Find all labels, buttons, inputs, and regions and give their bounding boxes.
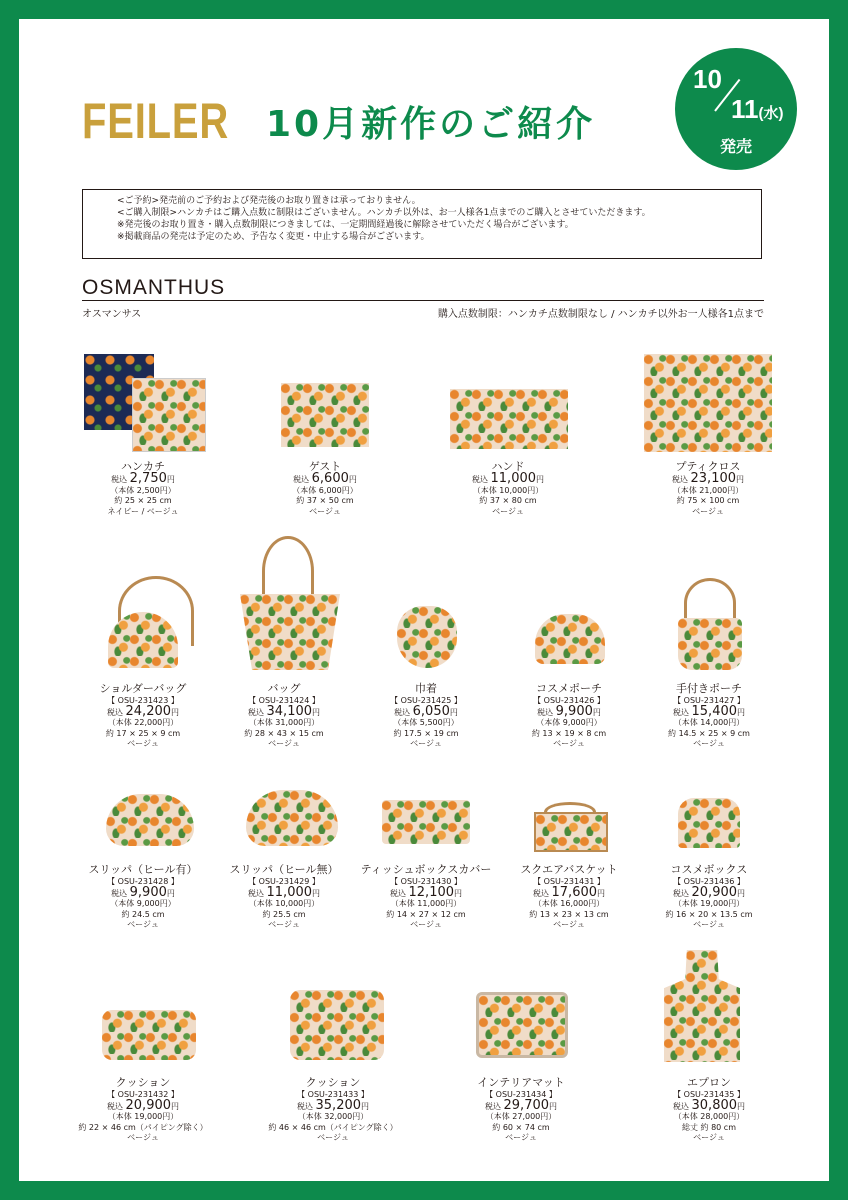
product-size: 約 22 × 46 cm（パイピング除く） <box>78 1122 208 1132</box>
base-price: （本体 22,000円） <box>107 718 179 727</box>
product-name: コスメポーチ <box>536 682 602 695</box>
product-name: ゲスト <box>308 460 342 473</box>
product-color: ベージュ <box>693 920 725 929</box>
yen-label: 円 <box>737 1101 746 1111</box>
tax-label: 税込 <box>537 707 554 717</box>
base-price: （本体 11,000円） <box>390 899 462 908</box>
yen-label: 円 <box>361 1101 370 1111</box>
base-price: （本体 5,500円） <box>393 718 459 727</box>
yen-label: 円 <box>166 475 175 484</box>
cosme-pouch-image <box>535 614 605 664</box>
product-price <box>634 884 784 900</box>
tax-label: 税込 <box>106 1101 123 1111</box>
release-day <box>731 94 784 125</box>
product-price <box>258 1097 408 1113</box>
cushion-small-image <box>102 1010 196 1060</box>
base-price: （本体 21,000円） <box>672 485 744 495</box>
product-size: 約 17 × 25 × 9 cm <box>105 728 181 738</box>
product-code: 【 OSU-231423 】 <box>107 696 179 705</box>
product-color: ベージュ <box>127 739 159 748</box>
tax-label: 税込 <box>111 475 128 484</box>
product-name: 巾着 <box>415 682 437 695</box>
notice-line: ※発売後のお取り置き・購入点数制限につきましては、一定期間経過後に解除させていただく場合がございます。 <box>117 220 574 230</box>
yen-label: 円 <box>348 475 357 484</box>
product-name: スリッパ（ヒール有） <box>88 863 198 876</box>
product-name: ショルダーバッグ <box>99 682 187 695</box>
price-value: 15,400 <box>691 703 738 719</box>
price-value: 20,900 <box>125 1097 172 1113</box>
release-day-number: 11 <box>731 94 759 124</box>
tote-bag-image <box>240 594 340 670</box>
hand-towel-image <box>450 389 568 449</box>
yen-label: 円 <box>597 888 606 898</box>
product-size: 約 25 × 25 cm <box>114 496 172 505</box>
product-price <box>351 703 501 719</box>
product-price <box>433 471 583 486</box>
tax-label: 税込 <box>394 707 411 717</box>
product-color: ベージュ <box>317 1133 349 1142</box>
tax-label: 税込 <box>484 1101 501 1111</box>
product-cosme-box <box>634 863 784 931</box>
product-code: 【 OSU-231429 】 <box>248 877 320 886</box>
product-price <box>494 884 644 900</box>
product-handkerchief <box>68 460 218 517</box>
base-price: （本体 31,000円） <box>248 718 320 727</box>
product-price <box>634 1097 784 1113</box>
product-name: ティッシュボックスカバー <box>360 863 492 876</box>
notice-line: ※掲載商品の発売は予定のため、予告なく変更・中止する場合がございます。 <box>117 232 430 242</box>
product-price <box>209 884 359 900</box>
product-color: ベージュ <box>553 920 585 929</box>
price-value: 9,900 <box>555 703 593 719</box>
base-price: （本体 9,000円） <box>110 899 176 908</box>
yen-label: 円 <box>737 707 746 717</box>
yen-label: 円 <box>454 888 463 898</box>
product-size: 約 46 × 46 cm（パイピング除く） <box>268 1122 398 1132</box>
interior-mat-image <box>476 992 568 1058</box>
product-price <box>494 703 644 719</box>
product-code: 【 OSU-231430 】 <box>390 877 462 886</box>
product-price <box>209 703 359 719</box>
tax-label: 税込 <box>389 888 406 898</box>
price-value: 23,100 <box>690 471 737 486</box>
product-color: ベージュ <box>127 1133 159 1142</box>
yen-label: 円 <box>166 888 175 898</box>
yen-label: 円 <box>549 1101 558 1111</box>
product-square-basket <box>494 863 644 931</box>
product-color: ベージュ <box>268 739 300 748</box>
notice-box <box>82 189 762 259</box>
petit-cloth-image <box>644 354 772 452</box>
product-color: ベージュ <box>127 920 159 929</box>
price-value: 6,050 <box>412 703 450 719</box>
product-name: スリッパ（ヒール無） <box>229 863 339 876</box>
product-hand <box>433 460 583 517</box>
yen-label: 円 <box>449 707 458 717</box>
base-price: （本体 16,000円） <box>533 899 605 908</box>
product-name: インテリアマット <box>477 1076 565 1089</box>
base-price: （本体 19,000円） <box>107 1112 179 1121</box>
product-color: ベージュ <box>693 739 725 748</box>
yen-label: 円 <box>171 707 180 717</box>
product-name: クッション <box>115 1076 171 1089</box>
product-size: 約 16 × 20 × 13.5 cm <box>665 909 753 919</box>
yen-label: 円 <box>736 475 745 484</box>
yen-label: 円 <box>536 475 545 484</box>
square-basket-image <box>534 812 608 852</box>
base-price: （本体 27,000円） <box>485 1112 557 1121</box>
product-cushion-small <box>68 1076 218 1144</box>
price-value: 11,000 <box>266 884 313 900</box>
purchase-limit-text: 購入点数制限：ハンカチ点数制限なし / ハンカチ以外お一人様各1点まで <box>437 309 764 320</box>
base-price: （本体 6,000円） <box>292 485 358 495</box>
price-value: 6,600 <box>311 471 349 486</box>
product-shoulder-bag <box>68 682 218 750</box>
product-handle-pouch <box>634 682 784 750</box>
tax-label: 税込 <box>672 888 689 898</box>
product-name: エプロン <box>687 1076 731 1089</box>
product-name: ハンド <box>491 460 525 473</box>
price-value: 9,900 <box>129 884 167 900</box>
product-size: 約 24.5 cm <box>121 909 165 919</box>
product-color: ベージュ <box>309 506 341 516</box>
base-price: （本体 10,000円） <box>472 485 544 495</box>
price-value: 34,100 <box>266 703 313 719</box>
product-price <box>68 703 218 719</box>
product-color: ベージュ <box>692 506 724 516</box>
handkerchief-beige-image <box>132 378 206 452</box>
section-subtitle: オスマンサス <box>82 309 142 320</box>
tax-label: 税込 <box>672 707 689 717</box>
base-price: （本体 32,000円） <box>297 1112 369 1121</box>
release-month: 10 <box>693 64 722 94</box>
base-price: （本体 19,000円） <box>673 899 745 908</box>
product-price <box>68 884 218 900</box>
price-value: 30,800 <box>691 1097 738 1113</box>
tax-label: 税込 <box>247 707 264 717</box>
product-size: 約 60 × 74 cm <box>492 1122 550 1132</box>
product-code: 【 OSU-231424 】 <box>248 696 320 705</box>
product-price <box>68 471 218 486</box>
tax-label: 税込 <box>532 888 549 898</box>
product-price <box>68 1097 218 1113</box>
release-label: 発売 <box>719 137 752 156</box>
product-code: 【 OSU-231426 】 <box>533 696 605 705</box>
tax-label: 税込 <box>671 475 688 484</box>
product-interior-mat <box>446 1076 596 1144</box>
price-value: 35,200 <box>315 1097 362 1113</box>
price-value: 29,700 <box>503 1097 550 1113</box>
product-size: 約 25.5 cm <box>262 909 306 919</box>
product-name: クッション <box>305 1076 361 1089</box>
yen-label: 円 <box>171 1101 180 1111</box>
notice-line: <ご予約>発売前のご予約および発売後のお取り置きは承っておりません。 <box>117 196 421 206</box>
product-price <box>633 471 783 486</box>
product-slippers-heel <box>68 863 218 931</box>
product-petit-cloth <box>633 460 783 517</box>
price-value: 11,000 <box>490 471 537 486</box>
tax-label: 税込 <box>672 1101 689 1111</box>
tax-label: 税込 <box>247 888 264 898</box>
base-price: （本体 2,500円） <box>110 485 176 495</box>
yen-label: 円 <box>737 888 746 898</box>
drawstring-pouch-image <box>397 606 457 668</box>
product-name: バッグ <box>267 682 301 695</box>
brand-logo: FEILER <box>82 93 230 149</box>
base-price: （本体 14,000円） <box>673 718 745 727</box>
section-divider <box>82 300 764 301</box>
price-value: 2,750 <box>129 471 167 486</box>
product-price <box>446 1097 596 1113</box>
yen-label: 円 <box>312 707 321 717</box>
tax-label: 税込 <box>111 888 128 898</box>
base-price: （本体 9,000円） <box>536 718 602 727</box>
product-code: 【 OSU-231435 】 <box>673 1090 745 1099</box>
price-value: 24,200 <box>125 703 172 719</box>
cushion-large-image <box>290 990 384 1060</box>
notice-line: <ご購入制限>ハンカチはご購入点数に制限はございません。ハンカチ以外は、お一人様各1点までのご購入とさせていただきます。 <box>117 208 651 218</box>
product-name: ハンカチ <box>121 460 165 473</box>
product-kinchaku <box>351 682 501 750</box>
product-name: スクエアバスケット <box>520 863 618 876</box>
price-value: 17,600 <box>551 884 598 900</box>
slippers-heel-image <box>106 794 194 846</box>
product-code: 【 OSU-231428 】 <box>107 877 179 886</box>
product-bag <box>209 682 359 750</box>
tax-label: 税込 <box>471 475 488 484</box>
release-weekday: (水) <box>758 105 784 122</box>
product-color: ベージュ <box>410 920 442 929</box>
product-size: 約 37 × 50 cm <box>296 496 354 505</box>
product-name: プティクロス <box>675 460 741 473</box>
slippers-no-heel-image <box>246 790 338 846</box>
price-value: 20,900 <box>691 884 738 900</box>
cosme-box-image <box>678 798 740 848</box>
tax-label: 税込 <box>293 475 310 484</box>
product-size: 総丈 約 80 cm <box>682 1122 736 1132</box>
product-size: 約 37 × 80 cm <box>479 496 537 505</box>
page-title: 10月新作のご紹介 <box>266 104 596 145</box>
product-color: ベージュ <box>268 920 300 929</box>
guest-towel-image <box>281 383 369 447</box>
product-code: 【 OSU-231425 】 <box>390 696 462 705</box>
product-cushion-large <box>258 1076 408 1144</box>
product-size: 約 75 × 100 cm <box>676 496 740 505</box>
tax-label: 税込 <box>106 707 123 717</box>
handle-pouch-image <box>678 618 742 670</box>
product-code: 【 OSU-231434 】 <box>485 1090 557 1099</box>
product-name: 手付きポーチ <box>676 682 742 695</box>
product-color: ベージュ <box>492 506 524 516</box>
product-apron <box>634 1076 784 1144</box>
product-name: コスメボックス <box>670 863 748 876</box>
product-color: ベージュ <box>410 739 442 748</box>
release-date-badge <box>675 48 797 170</box>
product-code: 【 OSU-231431 】 <box>533 877 605 886</box>
tax-label: 税込 <box>296 1101 313 1111</box>
yen-label: 円 <box>592 707 601 717</box>
product-cosme-pouch <box>494 682 644 750</box>
product-price <box>634 703 784 719</box>
section-title: OSMANTHUS <box>82 276 226 299</box>
product-color: ベージュ <box>693 1133 725 1142</box>
product-color: ネイビー / ベージュ <box>107 506 179 516</box>
product-size: 約 13 × 19 × 8 cm <box>531 728 607 738</box>
base-price: （本体 10,000円） <box>248 899 320 908</box>
yen-label: 円 <box>312 888 321 898</box>
product-tissue-box-cover <box>351 863 501 931</box>
product-code: 【 OSU-231433 】 <box>297 1090 369 1099</box>
product-color: ベージュ <box>553 739 585 748</box>
product-slippers-no-heel <box>209 863 359 931</box>
product-color: ベージュ <box>505 1133 537 1142</box>
product-size: 約 17.5 × 19 cm <box>393 728 459 738</box>
tissue-box-cover-image <box>382 800 470 844</box>
product-guest <box>250 460 400 517</box>
product-size: 約 14 × 27 × 12 cm <box>386 909 466 919</box>
product-code: 【 OSU-231436 】 <box>673 877 745 886</box>
price-value: 12,100 <box>408 884 455 900</box>
product-size: 約 13 × 23 × 13 cm <box>529 909 609 919</box>
product-size: 約 14.5 × 25 × 9 cm <box>668 728 750 738</box>
product-size: 約 28 × 43 × 15 cm <box>244 728 324 738</box>
base-price: （本体 28,000円） <box>673 1112 745 1121</box>
product-price <box>250 471 400 486</box>
product-code: 【 OSU-231432 】 <box>107 1090 179 1099</box>
product-price <box>351 884 501 900</box>
product-code: 【 OSU-231427 】 <box>673 696 745 705</box>
